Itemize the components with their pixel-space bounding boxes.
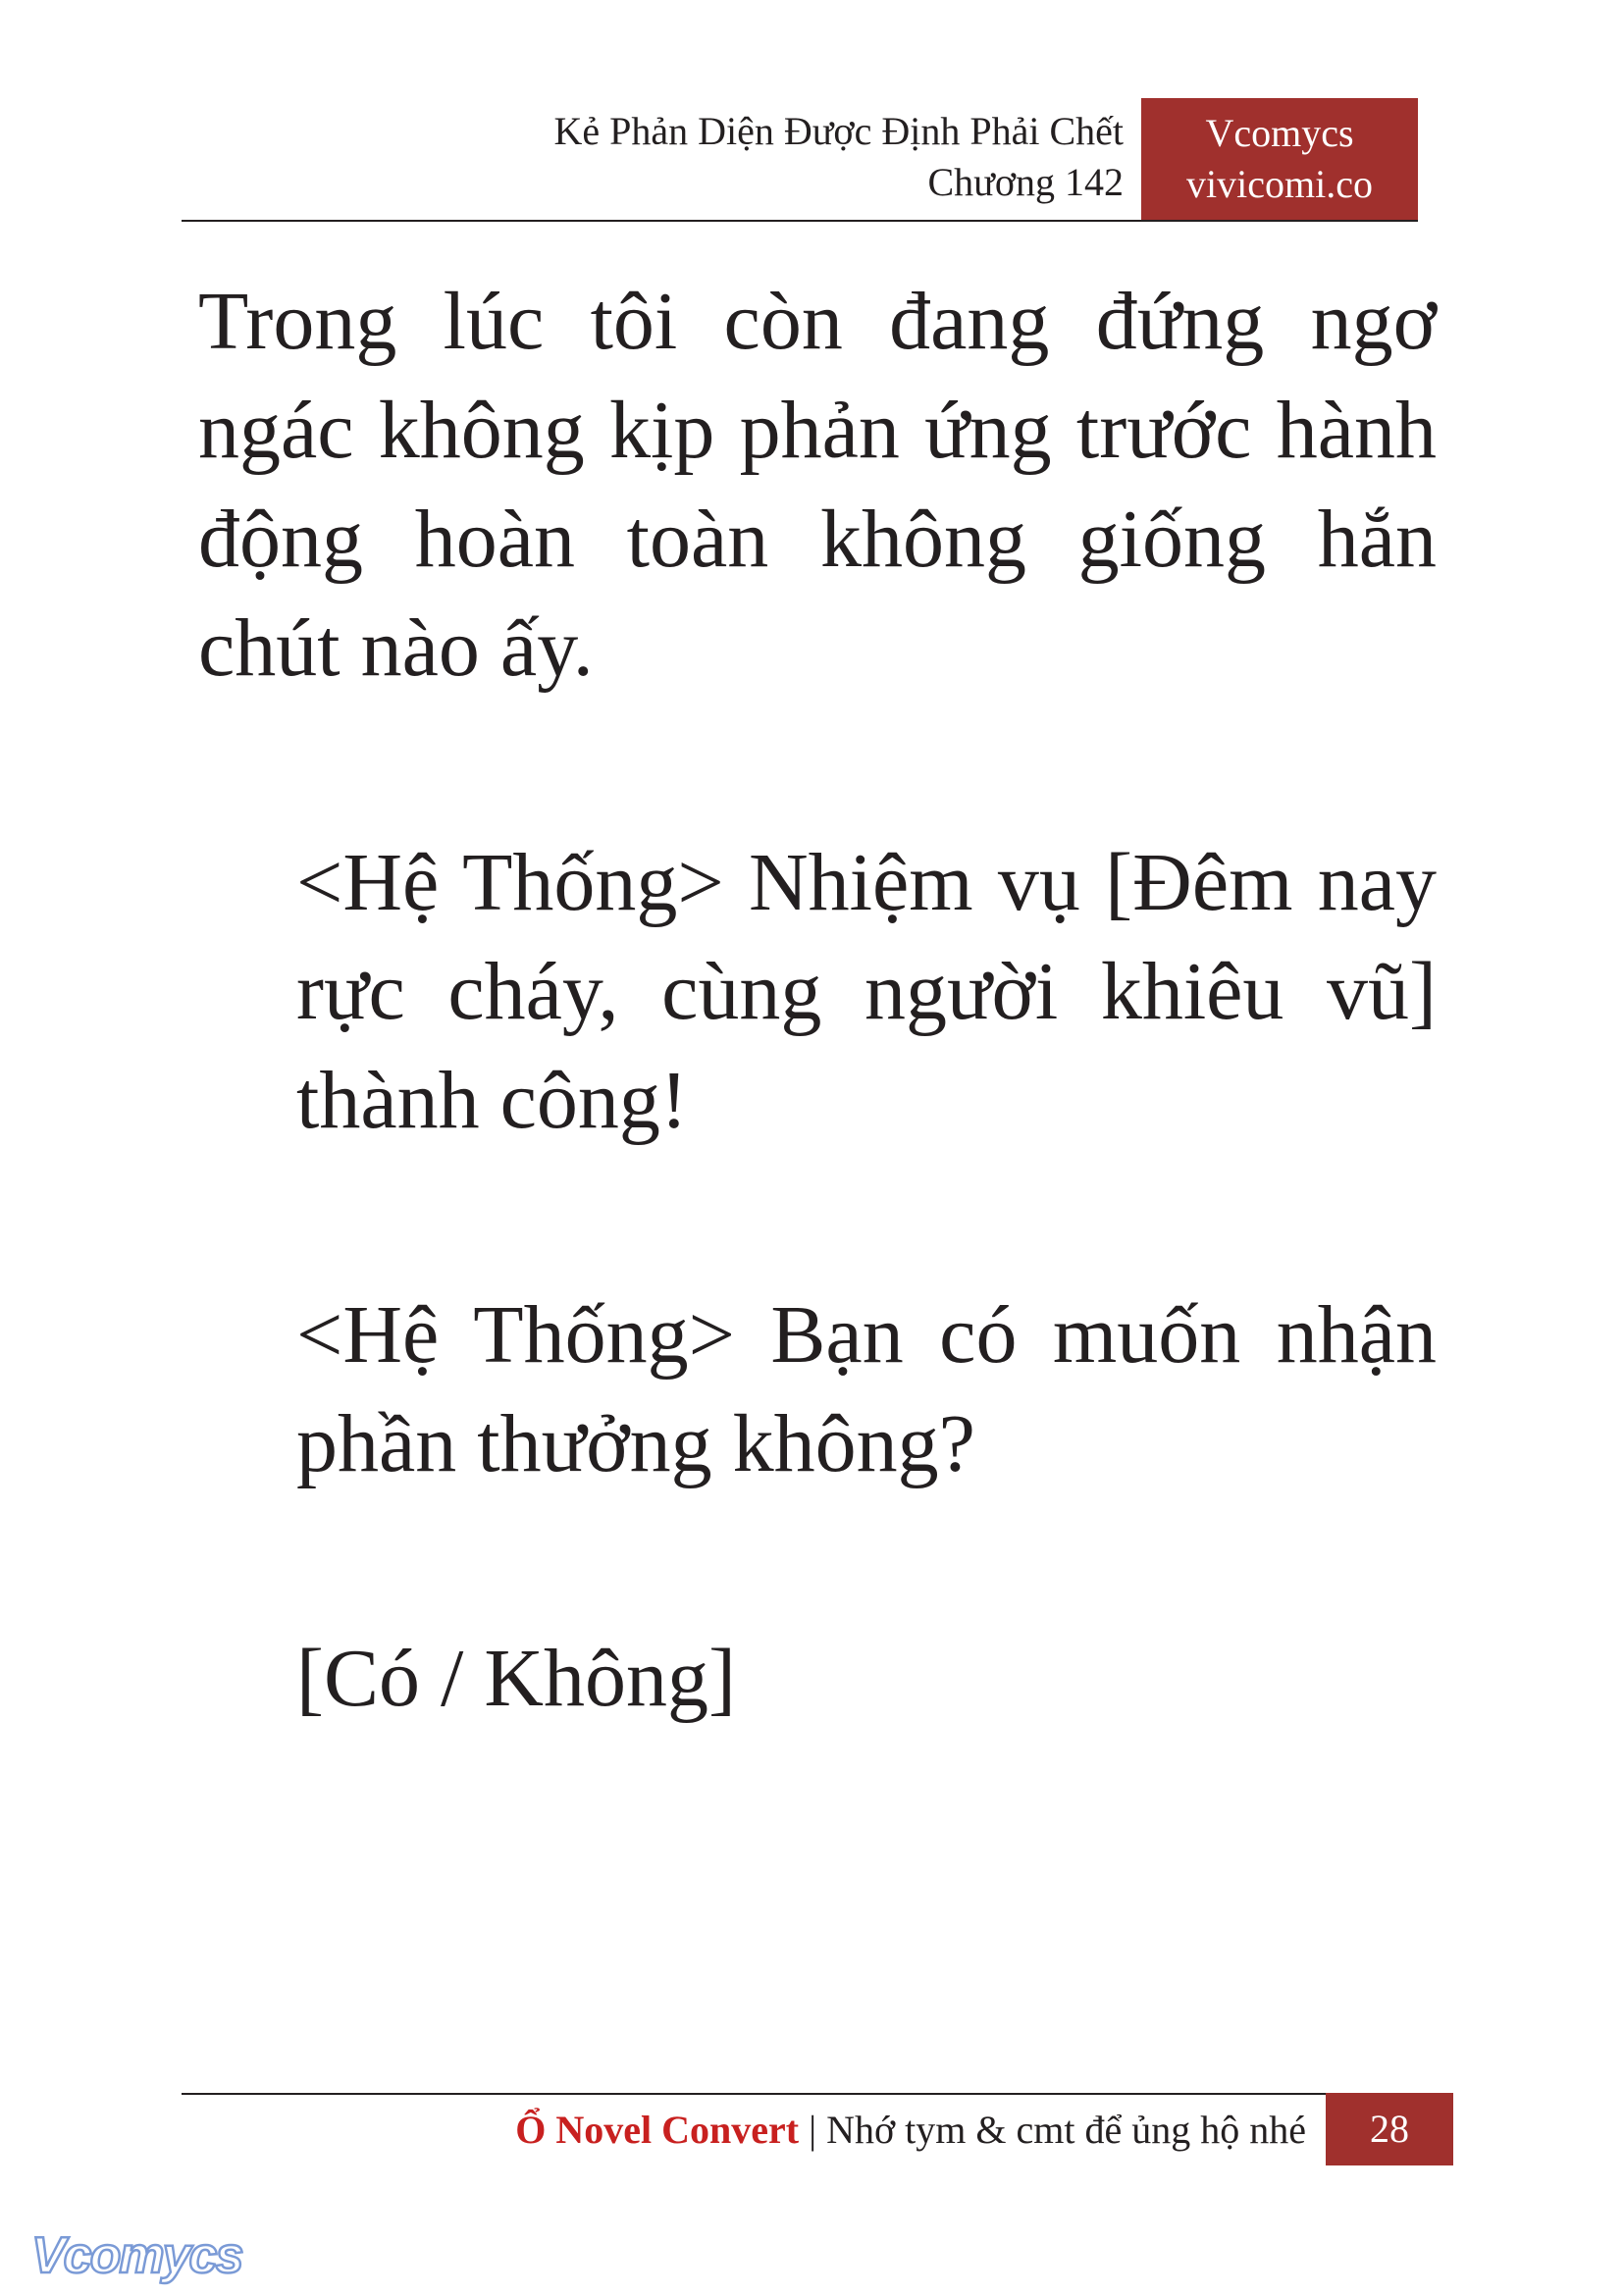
vcomycs-logo-watermark — [27, 2225, 263, 2288]
footer-brand: Ổ Novel Convert — [515, 2108, 800, 2152]
page-content — [198, 267, 1437, 1733]
site-url: vivicomi.co — [1186, 162, 1373, 206]
footer-text — [515, 2103, 1306, 2158]
page-footer — [182, 2095, 1453, 2165]
paragraph-narration: Trong lúc tôi còn đang đứng ngơ ngác không kịp phản ứng trước hành động hoàn toàn không giống hắn chút nào ấy. — [198, 276, 1437, 694]
page-number: 28 — [1326, 2093, 1453, 2165]
header-text — [553, 106, 1124, 208]
logo-text: Vcomycs — [31, 2227, 242, 2284]
site-badge — [1141, 98, 1418, 220]
paragraph-system-message: <Hệ Thống> Nhiệm vụ [Đêm nay rực cháy, cùng người khiêu vũ] thành công! — [296, 837, 1437, 1146]
footer-separator: | — [799, 2108, 827, 2152]
paragraph-system-prompt: <Hệ Thống> Bạn có muốn nhận phần thưởng không? — [296, 1289, 1437, 1489]
site-name: Vcomycs — [1205, 111, 1354, 155]
page-header — [182, 98, 1418, 220]
chapter-label: Chương 142 — [927, 160, 1124, 204]
footer-note: Nhớ tym & cmt để ủng hộ nhé — [826, 2108, 1306, 2152]
book-title: Kẻ Phản Diện Được Định Phải Chết — [553, 109, 1124, 153]
header-divider — [182, 220, 1418, 222]
paragraph-choice: [Có / Không] — [296, 1633, 736, 1724]
